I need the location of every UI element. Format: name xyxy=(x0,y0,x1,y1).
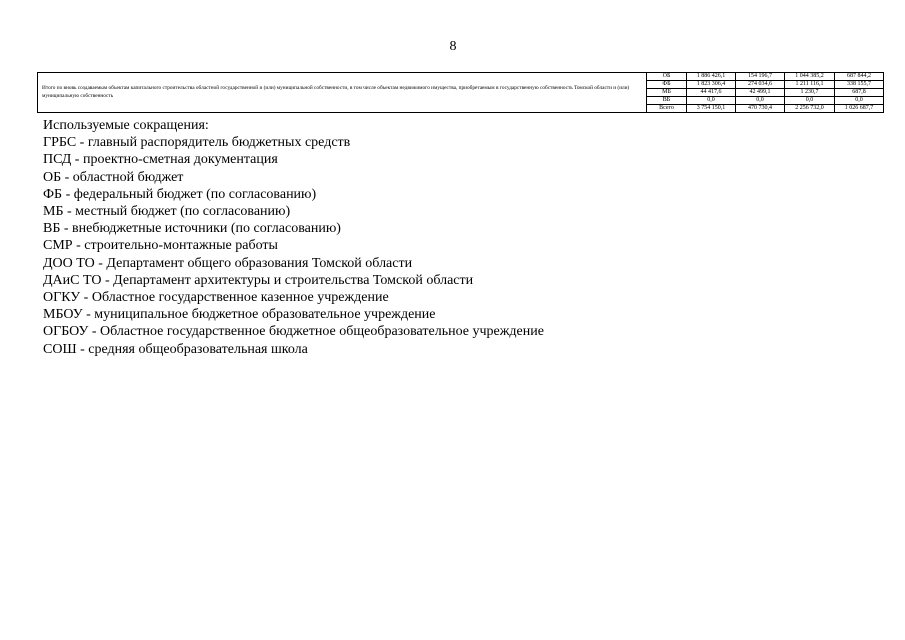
table-cell: 687,8 xyxy=(835,89,884,97)
table-cell: 1 230,7 xyxy=(785,89,835,97)
table-cell: 44 417,6 xyxy=(687,89,736,97)
table-cell: 274 034,6 xyxy=(736,81,785,89)
table-cell: 0,0 xyxy=(687,97,736,105)
list-item: СОШ - средняя общеобразовательная школа xyxy=(43,341,308,357)
funding-source: ФБ xyxy=(647,81,687,89)
funding-source: ОБ xyxy=(647,73,687,81)
list-item: ФБ - федеральный бюджет (по согласованию) xyxy=(43,186,317,202)
list-item: ПСД - проектно-сметная документация xyxy=(43,152,278,168)
table-row xyxy=(38,73,884,81)
list-item: СМР - строительно-монтажные работы xyxy=(43,238,278,254)
list-item: МБОУ - муниципальное бюджетное образовательное учреждение xyxy=(43,307,436,323)
abbreviations-heading: Используемые сокращения: xyxy=(43,118,209,133)
table-cell: 1 211 116,1 xyxy=(785,81,835,89)
list-item: ОБ - областной бюджет xyxy=(43,169,184,185)
table-cell: 338 155,7 xyxy=(835,81,884,89)
table-cell: 0,0 xyxy=(835,97,884,105)
table-cell: 1 026 687,7 xyxy=(835,105,884,113)
list-item: МБ - местный бюджет (по согласованию) xyxy=(43,204,291,220)
list-item: ДАиС ТО - Департамент архитектуры и строительства Томской области xyxy=(43,272,474,288)
table-cell: 154 196,7 xyxy=(736,73,785,81)
table-cell: 3 754 150,1 xyxy=(687,105,736,113)
table-cell: 0,0 xyxy=(785,97,835,105)
funding-source: ВБ xyxy=(647,97,687,105)
funding-source: Всего xyxy=(647,105,687,113)
table-cell: 42 499,1 xyxy=(736,89,785,97)
list-item: ВБ - внебюджетные источники (по согласованию) xyxy=(43,221,341,237)
table-cell: 1 823 306,4 xyxy=(687,81,736,89)
summary-table xyxy=(37,72,884,113)
table-cell: 470 730,4 xyxy=(736,105,785,113)
table-cell: 1 886 426,1 xyxy=(687,73,736,81)
summary-description: Итого по вновь создаваемым объектам капитального строительства областной государственной и (или) муниципальной собственности, в том числе объектам недвижимого имущества, приобретаемым в государственную собственность Томской области и (или) муниципальную собственность xyxy=(38,73,647,113)
table-cell: 687 844,2 xyxy=(835,73,884,81)
list-item: ДОО ТО - Департамент общего образования Томской области xyxy=(43,255,413,271)
page-number: 8 xyxy=(449,39,457,54)
funding-source: МБ xyxy=(647,89,687,97)
table-cell: 2 256 732,0 xyxy=(785,105,835,113)
table-cell: 1 044 385,2 xyxy=(785,73,835,81)
list-item: ГРБС - главный распорядитель бюджетных средств xyxy=(43,135,351,151)
table-cell: 0,0 xyxy=(736,97,785,105)
list-item: ОГБОУ - Областное государственное бюджетное общеобразовательное учреждение xyxy=(43,324,544,340)
abbreviations-list xyxy=(43,117,863,358)
list-item: ОГКУ - Областное государственное казенное учреждение xyxy=(43,290,389,306)
